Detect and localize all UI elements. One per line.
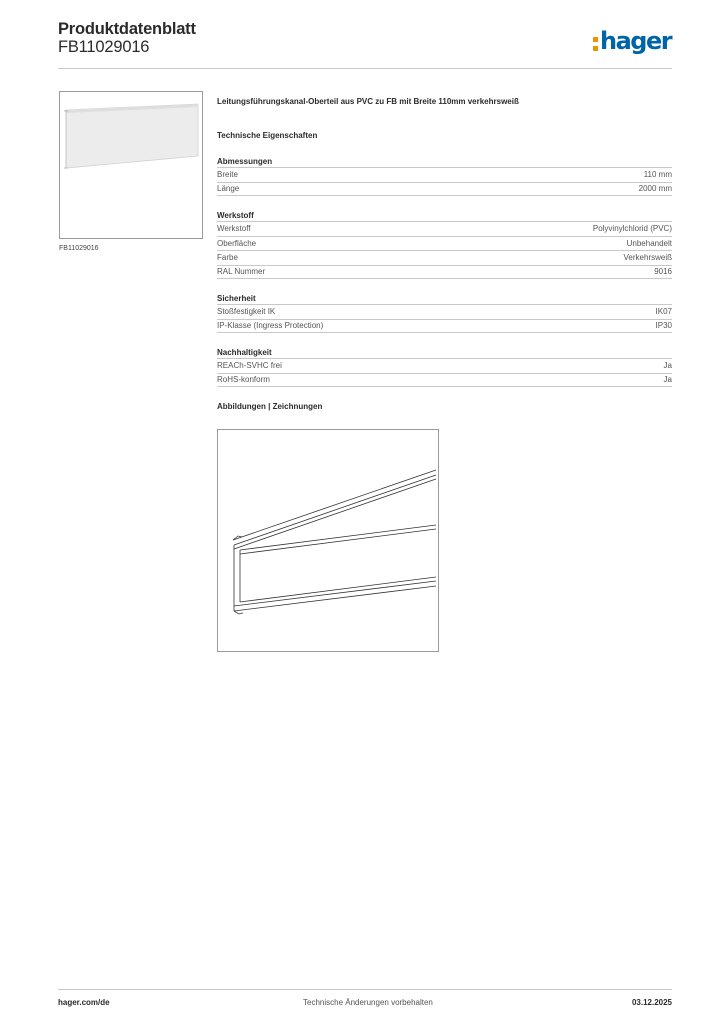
spec-row bbox=[217, 182, 672, 197]
section-material bbox=[217, 210, 672, 279]
spec-row bbox=[217, 236, 672, 251]
spec-label: Breite bbox=[217, 170, 238, 180]
section-dimensions bbox=[217, 156, 672, 196]
spec-row bbox=[217, 373, 672, 388]
section-safety bbox=[217, 293, 672, 333]
product-thumbnail bbox=[59, 91, 203, 239]
spec-label: Oberfläche bbox=[217, 238, 257, 248]
spec-row bbox=[217, 250, 672, 265]
spec-value: 9016 bbox=[654, 267, 672, 277]
spec-value: Polyvinylchlorid (PVC) bbox=[592, 224, 672, 234]
section-sustainability bbox=[217, 347, 672, 387]
technical-properties-heading: Technische Eigenschaften bbox=[217, 131, 318, 140]
spec-value: Ja bbox=[663, 361, 672, 371]
spec-row bbox=[217, 167, 672, 182]
spec-label: Stoßfestigkeit IK bbox=[217, 307, 276, 317]
spec-value: IP30 bbox=[655, 321, 672, 331]
spec-row bbox=[217, 265, 672, 280]
section-title: Nachhaltigkeit bbox=[217, 348, 272, 357]
product-title: Leitungsführungskanal-Oberteil aus PVC zu FB mit Breite 110mm verkehrsweiß bbox=[217, 97, 519, 106]
spec-row bbox=[217, 221, 672, 236]
spec-label: Länge bbox=[217, 184, 240, 194]
footer-disclaimer: Technische Änderungen vorbehalten bbox=[303, 998, 433, 1007]
spec-value: Verkehrsweiß bbox=[623, 253, 672, 263]
spec-row bbox=[217, 319, 672, 334]
spec-value: 110 mm bbox=[643, 170, 672, 180]
spec-value: IK07 bbox=[655, 307, 672, 317]
thumbnail-caption: FB11029016 bbox=[59, 245, 99, 252]
spec-row bbox=[217, 358, 672, 373]
hager-logo bbox=[593, 26, 671, 56]
header-divider bbox=[58, 68, 672, 69]
page-title: Produktdatenblatt bbox=[58, 20, 196, 38]
spec-label: Farbe bbox=[217, 253, 238, 263]
spec-label: RoHS-konform bbox=[217, 375, 270, 385]
technical-drawing bbox=[217, 429, 439, 652]
spec-label: REACh-SVHC frei bbox=[217, 361, 282, 371]
spec-row bbox=[217, 304, 672, 319]
footer-date: 03.12.2025 bbox=[631, 998, 672, 1007]
cover-profile-drawing bbox=[218, 430, 438, 651]
footer-divider bbox=[58, 989, 672, 990]
article-number: FB11029016 bbox=[58, 38, 150, 56]
spec-label: RAL Nummer bbox=[217, 267, 266, 277]
section-title: Werkstoff bbox=[217, 211, 254, 220]
figures-heading: Abbildungen | Zeichnungen bbox=[217, 402, 323, 411]
logo-text: hager bbox=[600, 27, 672, 55]
spec-value: Unbehandelt bbox=[626, 238, 672, 248]
logo-dots-icon bbox=[593, 31, 598, 51]
section-title: Abmessungen bbox=[217, 157, 273, 166]
product-thumbnail-image bbox=[60, 92, 202, 238]
section-title: Sicherheit bbox=[217, 294, 256, 303]
spec-value: Ja bbox=[663, 375, 672, 385]
product-details bbox=[217, 96, 672, 413]
spec-label: Werkstoff bbox=[217, 224, 251, 234]
footer-website-link[interactable]: hager.com/de bbox=[58, 998, 110, 1007]
spec-label: IP-Klasse (Ingress Protection) bbox=[217, 321, 324, 331]
spec-value: 2000 mm bbox=[638, 184, 672, 194]
